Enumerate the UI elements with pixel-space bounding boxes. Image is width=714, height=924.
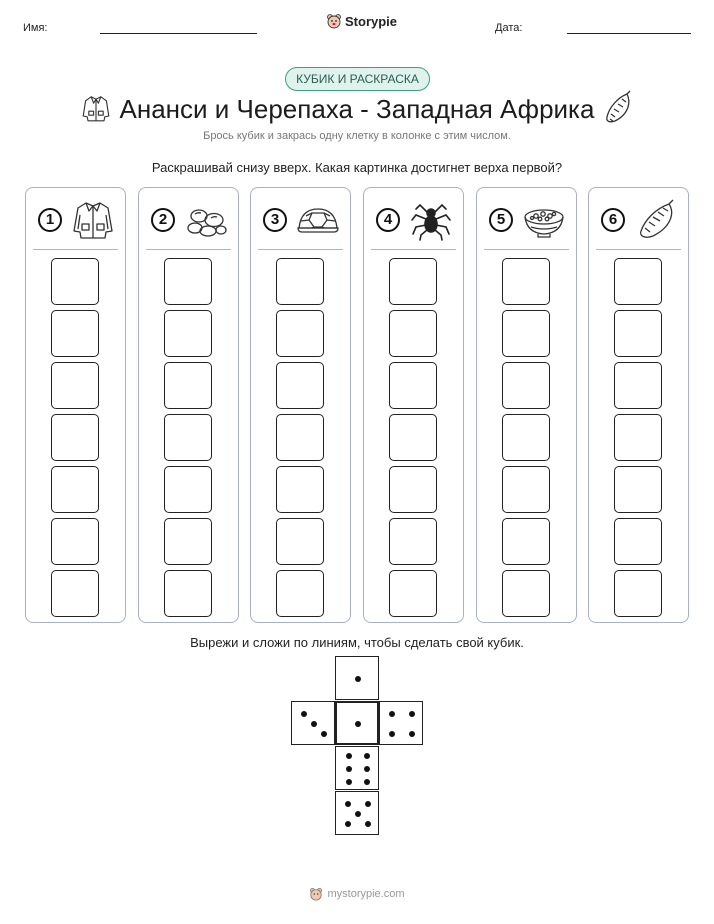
- column-2: [138, 187, 239, 623]
- die-number-badge: 3: [263, 208, 287, 232]
- die-number-badge: 6: [601, 208, 625, 232]
- color-cell[interactable]: [164, 310, 212, 357]
- storypie-mascot-icon: [309, 887, 323, 901]
- die-face-right: [379, 701, 423, 745]
- color-cell[interactable]: [276, 258, 324, 305]
- color-cell[interactable]: [276, 310, 324, 357]
- date-label: Дата:: [495, 22, 523, 34]
- color-cell[interactable]: [276, 362, 324, 409]
- die-number-badge: 2: [151, 208, 175, 232]
- footer: [0, 887, 714, 901]
- color-cell[interactable]: [164, 570, 212, 617]
- color-cell[interactable]: [276, 414, 324, 461]
- color-cell[interactable]: [51, 258, 99, 305]
- pinecone-icon-title: [603, 90, 633, 126]
- die-number-badge: 5: [489, 208, 513, 232]
- die-net: [290, 656, 426, 836]
- column-3: [250, 187, 351, 623]
- column-6: [588, 187, 689, 623]
- die-face-top: [335, 656, 379, 700]
- color-cell[interactable]: [276, 518, 324, 565]
- stones-icon: [183, 199, 229, 241]
- color-cell[interactable]: [614, 570, 662, 617]
- die-number-badge: 1: [38, 208, 62, 232]
- column-header: [589, 188, 688, 250]
- color-cell[interactable]: [389, 362, 437, 409]
- color-cell[interactable]: [51, 310, 99, 357]
- column-5: [476, 187, 577, 623]
- date-line[interactable]: [567, 33, 691, 34]
- color-cell[interactable]: [614, 466, 662, 513]
- column-header: [139, 188, 238, 250]
- color-cell[interactable]: [164, 414, 212, 461]
- color-cell[interactable]: [164, 518, 212, 565]
- color-cell[interactable]: [614, 310, 662, 357]
- column-1: [25, 187, 126, 623]
- color-cell[interactable]: [502, 362, 550, 409]
- soup-bowl-icon: [521, 199, 567, 241]
- column-header: [26, 188, 125, 250]
- die-face-center: [335, 701, 379, 745]
- logo-text: Storypie: [345, 13, 398, 29]
- coloring-instruction: Раскрашивай снизу вверх. Какая картинка достигнет верха первой?: [151, 160, 563, 175]
- die-face-bottom: [335, 791, 379, 835]
- color-cell[interactable]: [502, 258, 550, 305]
- color-cell[interactable]: [502, 310, 550, 357]
- cut-instruction: Вырежи и сложи по линиям, чтобы сделать свой кубик.: [190, 635, 524, 650]
- column-header: [364, 188, 463, 250]
- color-cell[interactable]: [389, 466, 437, 513]
- color-cell[interactable]: [614, 362, 662, 409]
- color-cell[interactable]: [51, 518, 99, 565]
- spider-icon: [408, 199, 454, 241]
- page-title: Ананси и Черепаха - Западная Африка: [119, 94, 595, 124]
- color-cell[interactable]: [389, 414, 437, 461]
- color-cell[interactable]: [502, 414, 550, 461]
- color-cell[interactable]: [502, 466, 550, 513]
- color-cell[interactable]: [389, 310, 437, 357]
- color-cell[interactable]: [51, 466, 99, 513]
- die-number-badge: 4: [376, 208, 400, 232]
- color-cell[interactable]: [389, 518, 437, 565]
- column-header: [477, 188, 576, 250]
- color-cell[interactable]: [51, 414, 99, 461]
- storypie-mascot-icon: [326, 13, 342, 29]
- color-cell[interactable]: [276, 466, 324, 513]
- color-cell[interactable]: [276, 570, 324, 617]
- color-cell[interactable]: [164, 362, 212, 409]
- color-cell[interactable]: [164, 466, 212, 513]
- color-cell[interactable]: [614, 414, 662, 461]
- color-cell[interactable]: [164, 258, 212, 305]
- activity-badge: КУБИК И РАСКРАСКА: [285, 67, 430, 91]
- storypie-logo: [326, 13, 397, 29]
- jacket-icon: [70, 199, 116, 241]
- color-cell[interactable]: [502, 570, 550, 617]
- column-header: [251, 188, 350, 250]
- color-cell[interactable]: [614, 518, 662, 565]
- turtle-shell-icon: [295, 199, 341, 241]
- pinecone-icon: [633, 199, 679, 241]
- color-cell[interactable]: [51, 362, 99, 409]
- color-cell[interactable]: [389, 570, 437, 617]
- name-label: Имя:: [23, 22, 48, 34]
- column-4: [363, 187, 464, 623]
- page-subtitle: Брось кубик и закрась одну клетку в колонке с этим числом.: [203, 130, 511, 142]
- color-cell[interactable]: [51, 570, 99, 617]
- color-cell[interactable]: [614, 258, 662, 305]
- name-line[interactable]: [100, 33, 257, 34]
- die-face-lower: [335, 746, 379, 790]
- die-face-left: [291, 701, 335, 745]
- footer-url[interactable]: mystorypie.com: [327, 888, 405, 900]
- color-cell[interactable]: [389, 258, 437, 305]
- color-cell[interactable]: [502, 518, 550, 565]
